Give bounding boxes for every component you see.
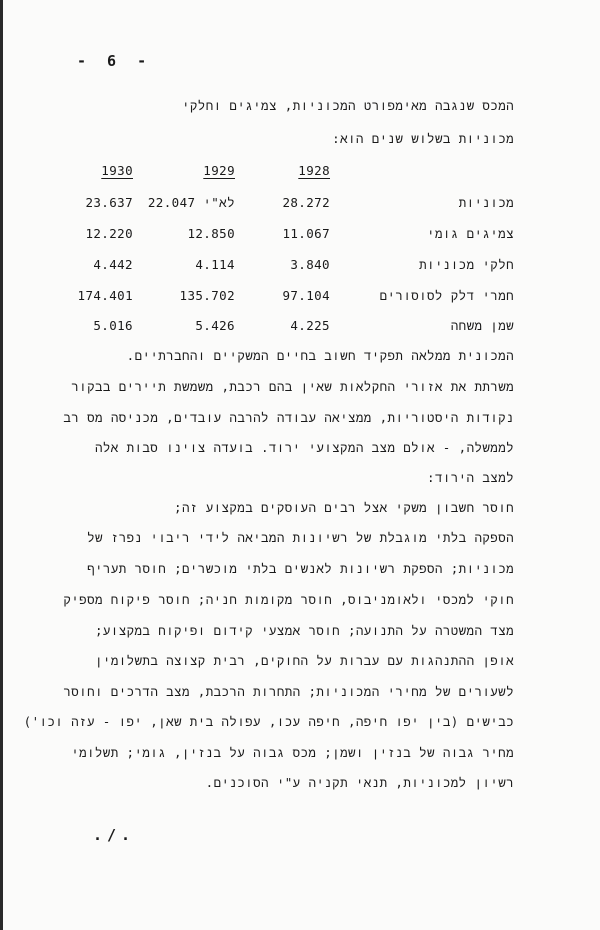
paragraph-line: המכונית ממלאה תפקיד חשוב בחיים המשקיים והחברתיים. bbox=[126, 348, 514, 363]
paragraph-line: רשיון למכוניות, תנאי תקניה ע"י הסוכנים. bbox=[205, 775, 514, 790]
table-cell: 4.225 bbox=[290, 318, 330, 333]
table-row-label: מכוניות bbox=[458, 195, 514, 210]
table-cell: 97.104 bbox=[282, 288, 330, 303]
table-cell: 12.850 bbox=[187, 226, 235, 241]
paragraph-line: נקודות היסטוריות, ממציאה עבודה להרבה עובדים, מכניסה מס רב bbox=[63, 410, 514, 425]
table-cell: 135.702 bbox=[179, 288, 235, 303]
table-cell: 11.067 bbox=[282, 226, 330, 241]
paragraph-line: אופן ההתנהגות עם עברות על החוקים, רבית קצוצה בתשלומין bbox=[95, 653, 514, 668]
year-header-1928: 1928 bbox=[298, 163, 330, 178]
table-cell: 28.272 bbox=[282, 195, 330, 210]
table-cell: 23.637 bbox=[85, 195, 133, 210]
paragraph-line: למצב הירוד: bbox=[427, 470, 514, 485]
table-cell: 4.114 bbox=[195, 257, 235, 272]
heading-line-1: המכס שנגבה מאימפורט המכוניות, צמיגים וחלקי bbox=[182, 98, 514, 113]
table-cell: 174.401 bbox=[77, 288, 133, 303]
year-header-1929: 1929 bbox=[203, 163, 235, 178]
paragraph-line: לשעורים של מחירי המכוניות; התחרות הרכבת, מצב הדרכים וחוסר bbox=[63, 684, 514, 699]
paragraph-line: משרתת את אזורי החקלאות שאין בהם רכבת, משמשת תיירים בבקור bbox=[71, 379, 514, 394]
table-row-label: צמיגים גומי bbox=[427, 226, 514, 241]
paragraph-line: לממשלה, - אולם מצב המקצועי ירוד. בועדה צוינו סבות אלה bbox=[94, 440, 514, 455]
paragraph-line: מחיר גבוה של בנזין ושמן; מכס גבוה על בנזין, גומי; תשלומי bbox=[71, 745, 514, 760]
page-number: - 6 - bbox=[77, 52, 153, 70]
table-cell: 4.442 bbox=[93, 257, 133, 272]
year-header-1930: 1930 bbox=[101, 163, 133, 178]
table-cell: 3.840 bbox=[290, 257, 330, 272]
table-cell: 22.047 לא"י bbox=[147, 195, 235, 210]
paragraph-line: חוסר חשבון משקי אצל רבים העוסקים במקצוע זה; bbox=[174, 500, 514, 515]
paragraph-line: מצד המשטרה על התנועה; חוסר אמצעי קידום ופיקוח במקצוע; bbox=[94, 623, 514, 638]
table-row-label: חמרי דלק לסוסורים bbox=[379, 288, 514, 303]
heading-line-2: מכוניות בשלוש שנים הוא: bbox=[332, 131, 514, 146]
table-cell: 5.426 bbox=[195, 318, 235, 333]
paragraph-line: כבישים (בין יפו חיפה, חיפה עכו, עפולה בית שאן, יפו - עזה וכו') bbox=[23, 714, 514, 729]
continuation-mark: ./. bbox=[93, 826, 136, 844]
table-cell: 12.220 bbox=[85, 226, 133, 241]
paragraph-line: מכוניות; הספקת רשיונות לאנשים בלתי מוכשרים; חוסר תעריף bbox=[87, 561, 514, 576]
paragraph-line: חוקי למכסי ולאומניבוס, חוסר מקומות חניה; חוסר פיקוח מספיק bbox=[63, 592, 514, 607]
table-row-label: שמן משחה bbox=[450, 318, 514, 333]
table-cell: 5.016 bbox=[93, 318, 133, 333]
paragraph-line: הספקה בלתי מוגבלת של רשיונות המביאה לידי ריבוי נפרז של bbox=[87, 530, 514, 545]
table-row-label: חלקי מכוניות bbox=[419, 257, 514, 272]
